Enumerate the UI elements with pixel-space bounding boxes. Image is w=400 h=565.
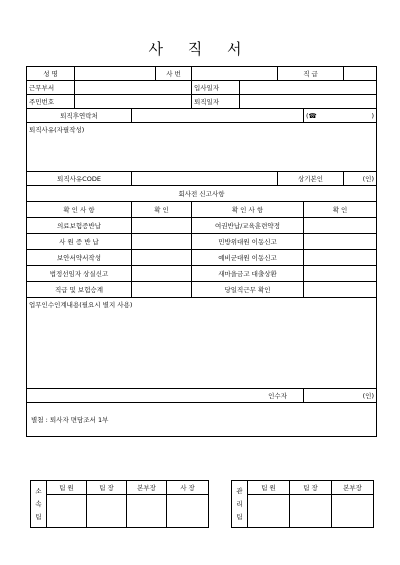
approval-header: 본부장 [127,481,167,495]
approval-admin-side-label: 관리팀 [232,481,248,528]
signer-seal: (인) [344,172,377,186]
approval-signature-cell[interactable] [127,495,167,528]
approval-table-team [30,480,209,528]
attachment-note: 별첨 : 퇴사자 면담조서 1부 [27,403,377,437]
report-section-header: 회사전 신고사항 [27,186,377,202]
check-item-header-right: 확 인 사 항 [192,202,304,218]
approval-signature-cell[interactable] [47,495,87,528]
signer-label: 상기본인 [278,172,344,186]
check-item-left: 의료보험증반납 [27,218,132,234]
approval-signature-cell[interactable] [248,495,290,528]
check-item-right: 예비군대원 이동신고 [192,250,304,266]
phone-close: ) [371,111,374,120]
rank-label: 직 급 [278,67,344,81]
approval-header: 본부장 [332,481,374,495]
check-item-right: 새마을금고 대출상환 [192,266,304,282]
approval-header: 팀 원 [47,481,87,495]
approval-header: 사 장 [167,481,209,495]
check-item-left: 보안서약서작성 [27,250,132,266]
department-field[interactable] [75,81,192,95]
name-value-field[interactable] [75,67,156,81]
check-confirm-header-right: 확 인 [304,202,377,218]
reason-code-field[interactable] [132,172,278,186]
phone-open: (☎ [306,111,317,120]
check-item-header-left: 확 인 사 항 [27,202,132,218]
receiver-label: 인수자 [27,389,304,403]
leave-date-field[interactable] [240,95,377,109]
approval-signature-cell[interactable] [167,495,209,528]
name-label: 성 명 [27,67,75,81]
contact-field[interactable] [132,109,304,123]
check-confirm-cell[interactable] [304,234,377,250]
check-confirm-cell[interactable] [304,282,377,298]
resignation-reason-box[interactable] [27,123,377,172]
join-date-field[interactable] [240,81,377,95]
handover-label: 업무인수인계내용(필요시 별지 사용) [29,301,133,309]
check-confirm-cell[interactable] [304,218,377,234]
check-item-right: 여권반납/교육훈련약정 [192,218,304,234]
handover-content-box[interactable] [27,298,377,389]
check-item-right: 민방위대원 이동신고 [192,234,304,250]
check-confirm-cell[interactable] [132,234,192,250]
approval-table-admin [231,480,374,528]
check-confirm-cell[interactable] [304,266,377,282]
ssn-label: 주민번호 [27,95,75,109]
resignation-form-table [26,66,377,437]
rank-field[interactable] [344,67,377,81]
check-item-left: 법정선임자 상실신고 [27,266,132,282]
approval-header: 팀 장 [87,481,127,495]
approval-team-side-label: 소속팀 [31,481,47,528]
employee-number-field[interactable] [192,67,278,81]
check-confirm-cell[interactable] [132,266,192,282]
leave-date-label: 퇴직일자 [192,95,240,109]
approval-signature-cell[interactable] [87,495,127,528]
check-confirm-cell[interactable] [132,218,192,234]
receiver-seal: (인) [304,389,377,403]
employee-number-label: 사 번 [156,67,192,81]
department-label: 근무부서 [27,81,75,95]
join-date-label: 입사일자 [192,81,240,95]
check-confirm-cell[interactable] [304,250,377,266]
resignation-reason-label: 퇴직사유(자필작성) [29,126,85,134]
check-item-left: 사 원 증 반 납 [27,234,132,250]
check-confirm-header-left: 확 인 [132,202,192,218]
approval-signature-cell[interactable] [332,495,374,528]
check-confirm-cell[interactable] [132,282,192,298]
check-item-left: 직급 및 보험승계 [27,282,132,298]
check-item-right: 당일직근무 확인 [192,282,304,298]
contact-label: 퇴직후연락처 [27,109,132,123]
approval-header: 팀 원 [248,481,290,495]
reason-code-label: 퇴직사유CODE [27,172,132,186]
phone-field[interactable] [304,109,377,123]
approval-signature-cell[interactable] [290,495,332,528]
document-title: 사 직 서 [148,40,252,58]
check-confirm-cell[interactable] [132,250,192,266]
ssn-field[interactable] [75,95,192,109]
approval-header: 팀 장 [290,481,332,495]
